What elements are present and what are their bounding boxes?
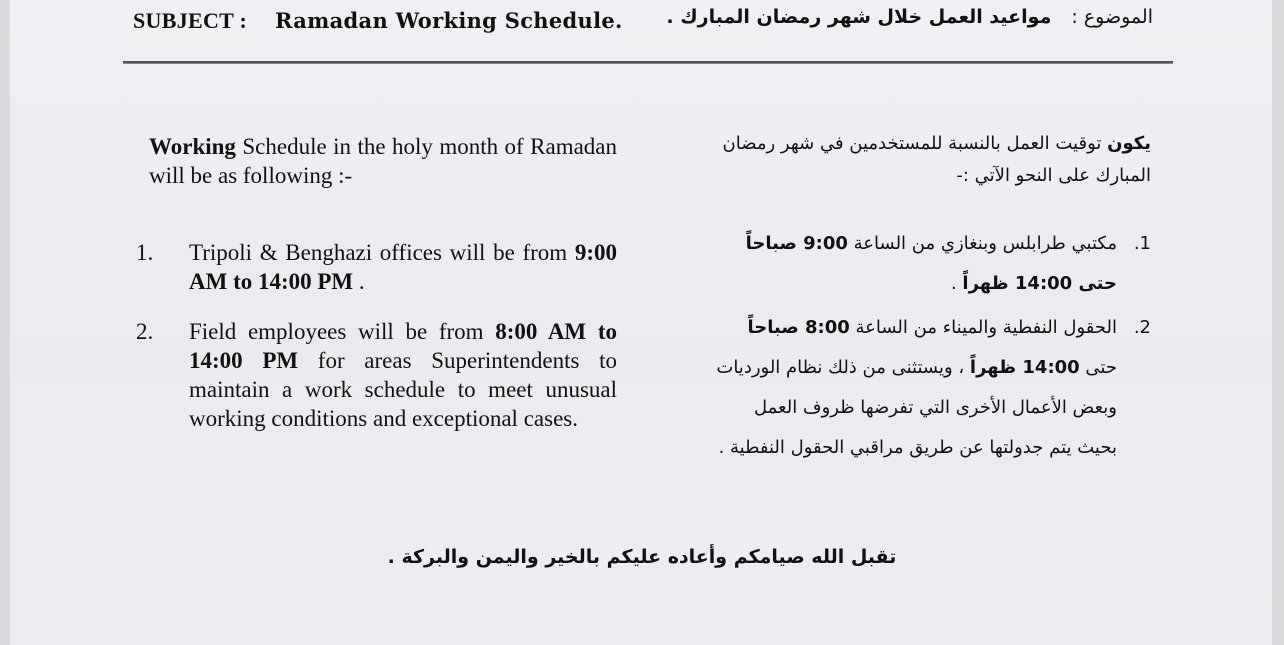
subject-title-arabic: مواعيد العمل خلال شهر رمضان المبارك . [666, 6, 1052, 28]
item-time-range: 8:00 AM to 14:00 PM [189, 319, 617, 373]
header-divider [123, 61, 1173, 64]
item-text: Field employees will be from [189, 319, 496, 344]
subject-title: Ramadan Working Schedule. [274, 8, 623, 33]
list-text [189, 317, 617, 433]
list-text [189, 238, 617, 296]
list-number: 1. [136, 240, 154, 265]
english-column [136, 132, 617, 431]
item-text-mid: حتى [1079, 357, 1117, 378]
list-number: 2. [1133, 317, 1151, 338]
english-intro [149, 132, 617, 190]
arabic-intro-text: توقيت العمل بالنسبة للمستخدمين في شهر رمضان المبارك على النحو الآتي :- [722, 133, 1151, 186]
item-start-time: 8:00 صباحاً [747, 317, 850, 338]
subject-label: SUBJECT : [133, 8, 248, 33]
list-text [711, 224, 1117, 304]
item-text: Tripoli & Benghazi offices will be from [189, 240, 575, 265]
arabic-list-item-1 [711, 224, 1151, 304]
list-number: 2. [136, 319, 154, 344]
closing-greeting: تقبل الله صيامكم وأعاده عليكم بالخير واليمن والبركة . [387, 546, 897, 568]
item-text-end: . [353, 269, 365, 294]
english-list-item-1 [136, 238, 617, 296]
arabic-column [711, 128, 1151, 458]
arabic-intro [711, 128, 1151, 192]
item-time-range: 9:00 AM to 14:00 PM [189, 240, 617, 294]
list-text [711, 308, 1117, 468]
item-text: مكتبي طرابلس وبنغازي من الساعة [847, 233, 1117, 254]
arabic-list-item-2 [711, 308, 1151, 468]
subject-label-arabic: الموضوع : [1071, 6, 1153, 28]
item-text-end: for areas Superintendents to maintain a work schedule to meet unusual working conditions and exceptional cases. [189, 348, 617, 431]
english-intro-text: Schedule in the holy month of Ramadan will be as following :- [149, 134, 617, 188]
english-list-item-2 [136, 317, 617, 433]
english-intro-bold: Working [149, 134, 236, 159]
subject-line-arabic [666, 6, 1153, 28]
list-number: 1. [1133, 233, 1151, 254]
arabic-intro-bold: يكون [1107, 133, 1151, 154]
subject-line-english [133, 8, 623, 34]
item-time-range: 9:00 صباحاً حتى 14:00 ظهراً [745, 233, 1117, 294]
item-text: الحقول النفطية والميناء من الساعة [849, 317, 1117, 338]
item-text-end: ، ويستثنى من ذلك نظام الورديات وبعض الأعمال الأخرى التي تفرضها ظروف العمل بحيث يتم جدولتها عن طريق مراقبي الحقول النفطية . [716, 357, 1117, 458]
item-text-end: . [950, 273, 963, 294]
item-end-time: 14:00 ظهراً [969, 357, 1080, 378]
